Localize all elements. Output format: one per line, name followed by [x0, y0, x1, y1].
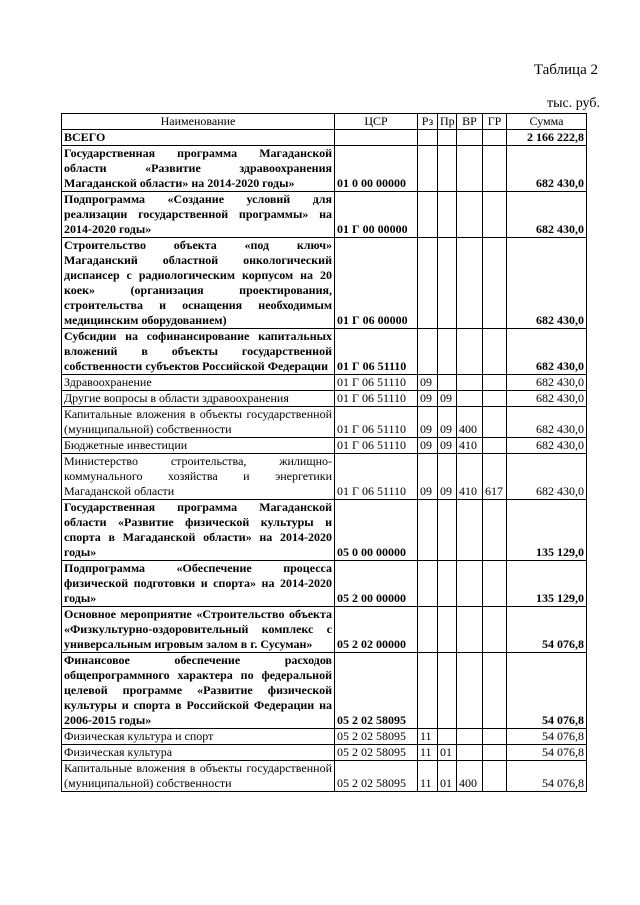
cell-sum: 682 430,0	[507, 192, 587, 238]
cell-rz: 11	[418, 745, 438, 761]
cell-pr: 01	[438, 745, 457, 761]
table-row	[62, 391, 587, 407]
cell-name: Государственная программа Магаданской области «Развитие здравоохранения Магаданской области» на 2014-2020 годы»	[62, 146, 335, 192]
cell-sum: 2 166 222,8	[507, 130, 587, 146]
table-row	[62, 607, 587, 653]
cell-pr	[438, 192, 457, 238]
cell-gr	[483, 375, 507, 391]
cell-csr: 01 Г 06 51110	[335, 329, 418, 375]
cell-sum: 682 430,0	[507, 407, 587, 438]
column-header-pr: Пр	[438, 114, 457, 130]
cell-rz: 11	[418, 761, 438, 792]
cell-gr	[483, 761, 507, 792]
cell-pr	[438, 375, 457, 391]
cell-vr	[457, 130, 483, 146]
table-row	[62, 653, 587, 729]
cell-name: ВСЕГО	[62, 130, 335, 146]
cell-sum: 682 430,0	[507, 375, 587, 391]
cell-pr	[438, 130, 457, 146]
cell-name: Финансовое обеспечение расходов общепрограммного характера по федеральной целевой программе «Развитие физической культуры и спорта в Российской Федерации на 2006-2015 годы»	[62, 653, 335, 729]
table-row	[62, 745, 587, 761]
table-row	[62, 130, 587, 146]
cell-vr	[457, 500, 483, 561]
table-row	[62, 438, 587, 454]
cell-vr	[457, 238, 483, 329]
cell-vr	[457, 375, 483, 391]
cell-csr	[335, 130, 418, 146]
cell-sum: 135 129,0	[507, 561, 587, 607]
cell-sum: 54 076,8	[507, 745, 587, 761]
budget-table	[61, 113, 587, 792]
table-row	[62, 238, 587, 329]
cell-sum: 54 076,8	[507, 761, 587, 792]
cell-vr: 400	[457, 761, 483, 792]
cell-gr	[483, 438, 507, 454]
cell-name: Бюджетные инвестиции	[62, 438, 335, 454]
cell-sum: 682 430,0	[507, 238, 587, 329]
cell-rz: 09	[418, 454, 438, 500]
cell-vr	[457, 146, 483, 192]
table-row	[62, 407, 587, 438]
cell-csr: 05 0 00 00000	[335, 500, 418, 561]
cell-vr: 410	[457, 454, 483, 500]
cell-name: Основное мероприятие «Строительство объекта «Физкультурно-оздоровительный комплекс с универсальным игровым залом в г. Сусуман»	[62, 607, 335, 653]
cell-name: Министерство строительства, жилищно-коммунального хозяйства и энергетики Магаданской области	[62, 454, 335, 500]
cell-gr: 617	[483, 454, 507, 500]
column-header-name: Наименование	[62, 114, 335, 130]
cell-rz	[418, 329, 438, 375]
cell-gr	[483, 607, 507, 653]
cell-gr	[483, 561, 507, 607]
cell-pr	[438, 607, 457, 653]
cell-csr: 01 Г 06 51110	[335, 391, 418, 407]
cell-vr	[457, 653, 483, 729]
cell-sum: 682 430,0	[507, 391, 587, 407]
cell-name: Физическая культура	[62, 745, 335, 761]
cell-csr: 01 0 00 00000	[335, 146, 418, 192]
column-header-vr: ВР	[457, 114, 483, 130]
cell-sum: 682 430,0	[507, 454, 587, 500]
cell-sum: 54 076,8	[507, 729, 587, 745]
table-row	[62, 146, 587, 192]
cell-vr	[457, 745, 483, 761]
cell-sum: 54 076,8	[507, 653, 587, 729]
cell-pr: 01	[438, 761, 457, 792]
cell-csr: 01 Г 00 00000	[335, 192, 418, 238]
cell-name: Капитальные вложения в объекты государственной (муниципальной) собственности	[62, 761, 335, 792]
cell-pr: 09	[438, 391, 457, 407]
cell-vr	[457, 561, 483, 607]
cell-pr	[438, 729, 457, 745]
cell-pr	[438, 238, 457, 329]
cell-csr: 01 Г 06 51110	[335, 407, 418, 438]
cell-csr: 05 2 02 58095	[335, 729, 418, 745]
cell-pr: 09	[438, 407, 457, 438]
table-row	[62, 192, 587, 238]
cell-rz	[418, 192, 438, 238]
cell-csr: 01 Г 06 51110	[335, 454, 418, 500]
cell-sum: 682 430,0	[507, 438, 587, 454]
cell-pr	[438, 653, 457, 729]
cell-gr	[483, 192, 507, 238]
cell-rz: 09	[418, 407, 438, 438]
cell-vr	[457, 329, 483, 375]
cell-csr: 01 Г 06 51110	[335, 375, 418, 391]
cell-gr	[483, 729, 507, 745]
cell-pr: 09	[438, 438, 457, 454]
table-row	[62, 329, 587, 375]
cell-rz: 09	[418, 438, 438, 454]
cell-vr	[457, 607, 483, 653]
cell-gr	[483, 745, 507, 761]
cell-csr: 05 2 02 58095	[335, 653, 418, 729]
cell-csr: 01 Г 06 00000	[335, 238, 418, 329]
cell-rz	[418, 500, 438, 561]
cell-pr	[438, 329, 457, 375]
cell-name: Здравоохранение	[62, 375, 335, 391]
column-header-rz: Рз	[418, 114, 438, 130]
cell-name: Капитальные вложения в объекты государственной (муниципальной) собственности	[62, 407, 335, 438]
cell-gr	[483, 130, 507, 146]
cell-rz	[418, 146, 438, 192]
table-row	[62, 375, 587, 391]
cell-sum: 54 076,8	[507, 607, 587, 653]
column-header-csr: ЦСР	[335, 114, 418, 130]
cell-pr: 09	[438, 454, 457, 500]
cell-rz: 09	[418, 391, 438, 407]
cell-name: Государственная программа Магаданской области «Развитие физической культуры и спорта в Магаданской области» на 2014-2020 годы»	[62, 500, 335, 561]
cell-gr	[483, 329, 507, 375]
cell-rz	[418, 607, 438, 653]
cell-vr	[457, 391, 483, 407]
cell-rz	[418, 653, 438, 729]
cell-pr	[438, 500, 457, 561]
cell-rz	[418, 130, 438, 146]
cell-gr	[483, 238, 507, 329]
column-header-gr: ГР	[483, 114, 507, 130]
cell-csr: 05 2 00 00000	[335, 561, 418, 607]
cell-rz: 11	[418, 729, 438, 745]
cell-name: Строительство объекта «под ключ» Магаданский областной онкологический диспансер с радиологическим корпусом на 20 коек» (организация проектирования, строительства и оснащения необходимым медицинским оборудованием)	[62, 238, 335, 329]
table-header-row	[62, 114, 587, 130]
table-row	[62, 729, 587, 745]
cell-gr	[483, 653, 507, 729]
cell-csr: 05 2 02 58095	[335, 761, 418, 792]
cell-csr: 05 2 02 00000	[335, 607, 418, 653]
cell-sum: 682 430,0	[507, 329, 587, 375]
cell-name: Другие вопросы в области здравоохранения	[62, 391, 335, 407]
table-row	[62, 454, 587, 500]
cell-vr	[457, 729, 483, 745]
table-row	[62, 561, 587, 607]
cell-gr	[483, 407, 507, 438]
cell-gr	[483, 391, 507, 407]
column-header-sum: Сумма	[507, 114, 587, 130]
units-label: тыс. руб.	[547, 96, 600, 111]
cell-vr	[457, 192, 483, 238]
cell-vr: 400	[457, 407, 483, 438]
cell-rz	[418, 238, 438, 329]
table-row	[62, 500, 587, 561]
cell-name: Субсидии на софинансирование капитальных вложений в объекты государственной собственности субъектов Российской Федерации	[62, 329, 335, 375]
cell-pr	[438, 146, 457, 192]
cell-rz: 09	[418, 375, 438, 391]
cell-name: Подпрограмма «Обеспечение процесса физической подготовки и спорта» на 2014-2020 годы»	[62, 561, 335, 607]
table-row	[62, 761, 587, 792]
cell-sum: 682 430,0	[507, 146, 587, 192]
cell-name: Подпрограмма «Создание условий для реализации государственной программы» на 2014-2020 годы»	[62, 192, 335, 238]
cell-csr: 05 2 02 58095	[335, 745, 418, 761]
table-caption: Таблица 2	[533, 62, 598, 78]
cell-sum: 135 129,0	[507, 500, 587, 561]
cell-rz	[418, 561, 438, 607]
cell-vr: 410	[457, 438, 483, 454]
cell-gr	[483, 500, 507, 561]
cell-name: Физическая культура и спорт	[62, 729, 335, 745]
cell-pr	[438, 561, 457, 607]
cell-gr	[483, 146, 507, 192]
cell-csr: 01 Г 06 51110	[335, 438, 418, 454]
